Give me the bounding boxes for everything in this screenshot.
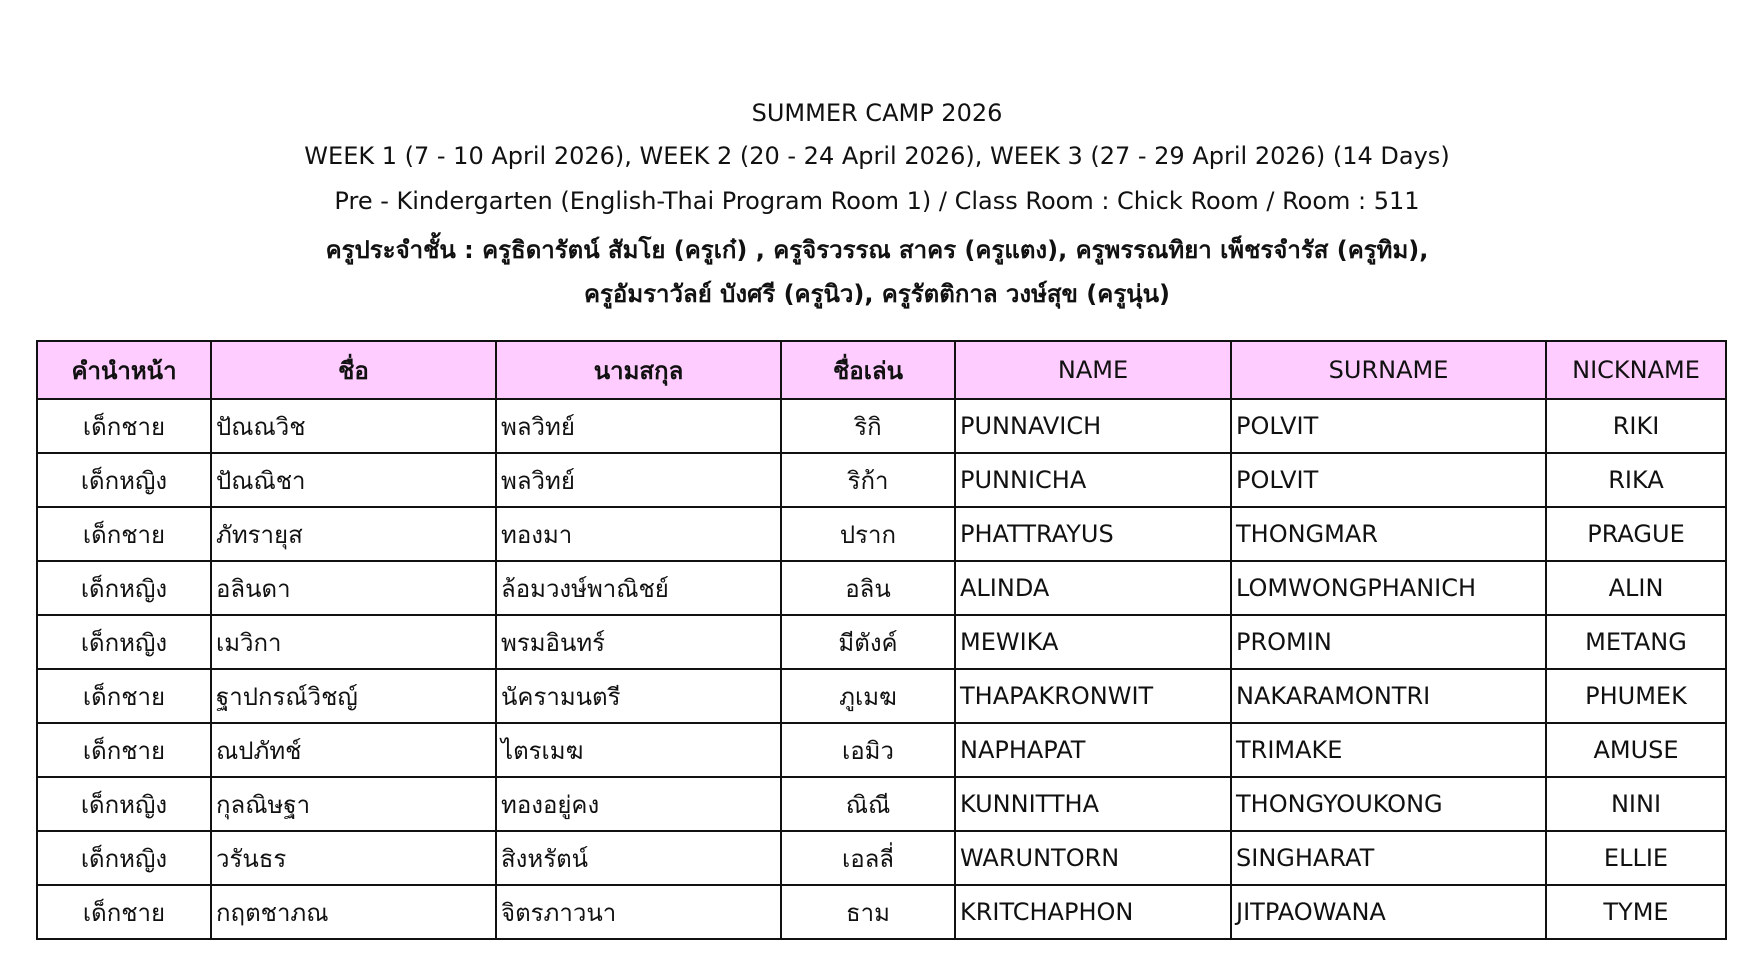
cell-name-en: PHATTRAYUS	[955, 507, 1231, 561]
cell-nickname-en: RIKI	[1546, 399, 1726, 453]
cell-last-name-th: พลวิทย์	[496, 399, 781, 453]
cell-nickname-en: PHUMEK	[1546, 669, 1726, 723]
cell-first-name-th: กฤตชาภณ	[211, 885, 496, 939]
cell-name-en: WARUNTORN	[955, 831, 1231, 885]
table-row	[37, 615, 1726, 669]
cell-first-name-th: ฐาปกรณ์วิชญ์	[211, 669, 496, 723]
cell-name-en: NAPHAPAT	[955, 723, 1231, 777]
cell-prefix: เด็กหญิง	[37, 453, 211, 507]
cell-nickname-en: ELLIE	[1546, 831, 1726, 885]
cell-prefix: เด็กชาย	[37, 885, 211, 939]
cell-name-en: KRITCHAPHON	[955, 885, 1231, 939]
cell-nickname-th: ภูเมฆ	[781, 669, 955, 723]
header-first-name-th: ชื่อ	[211, 341, 496, 399]
table-row	[37, 831, 1726, 885]
cell-nickname-en: RIKA	[1546, 453, 1726, 507]
cell-surname-en: POLVIT	[1231, 399, 1546, 453]
cell-surname-en: POLVIT	[1231, 453, 1546, 507]
table-row	[37, 399, 1726, 453]
cell-last-name-th: ไตรเมฆ	[496, 723, 781, 777]
cell-last-name-th: ทองอยู่คง	[496, 777, 781, 831]
cell-surname-en: PROMIN	[1231, 615, 1546, 669]
cell-surname-en: NAKARAMONTRI	[1231, 669, 1546, 723]
cell-surname-en: THONGMAR	[1231, 507, 1546, 561]
cell-first-name-th: ปัณณวิช	[211, 399, 496, 453]
cell-name-en: THAPAKRONWIT	[955, 669, 1231, 723]
cell-nickname-th: ธาม	[781, 885, 955, 939]
header-last-name-th: นามสกุล	[496, 341, 781, 399]
cell-first-name-th: ณปภัทช์	[211, 723, 496, 777]
cell-prefix: เด็กชาย	[37, 399, 211, 453]
cell-nickname-en: PRAGUE	[1546, 507, 1726, 561]
teachers-line-2: ครูอัมราวัลย์ บังศรี (ครูนิว), ครูรัตติกาล วงษ์สุข (ครูนุ่น)	[583, 280, 1171, 308]
cell-name-en: PUNNAVICH	[955, 399, 1231, 453]
document-program: Pre - Kindergarten (English-Thai Program Room 1) / Class Room : Chick Room / Room : 511	[334, 187, 1420, 215]
header-nickname-th: ชื่อเล่น	[781, 341, 955, 399]
cell-nickname-en: TYME	[1546, 885, 1726, 939]
table-row	[37, 561, 1726, 615]
cell-prefix: เด็กหญิง	[37, 777, 211, 831]
cell-name-en: PUNNICHA	[955, 453, 1231, 507]
table-row	[37, 669, 1726, 723]
cell-surname-en: LOMWONGPHANICH	[1231, 561, 1546, 615]
table-row	[37, 885, 1726, 939]
document-weeks: WEEK 1 (7 - 10 April 2026), WEEK 2 (20 - 24 April 2026), WEEK 3 (27 - 29 April 2026) (14 Days)	[304, 142, 1450, 170]
table-row	[37, 453, 1726, 507]
cell-first-name-th: ปัณณิชา	[211, 453, 496, 507]
cell-name-en: KUNNITTHA	[955, 777, 1231, 831]
cell-first-name-th: เมวิกา	[211, 615, 496, 669]
cell-nickname-th: เอมิว	[781, 723, 955, 777]
cell-nickname-th: ณิณี	[781, 777, 955, 831]
cell-nickname-th: ริกิ	[781, 399, 955, 453]
cell-nickname-th: ริก้า	[781, 453, 955, 507]
table-body	[37, 399, 1726, 939]
cell-nickname-en: ALIN	[1546, 561, 1726, 615]
cell-surname-en: THONGYOUKONG	[1231, 777, 1546, 831]
cell-first-name-th: อลินดา	[211, 561, 496, 615]
cell-prefix: เด็กหญิง	[37, 831, 211, 885]
cell-last-name-th: จิตรภาวนา	[496, 885, 781, 939]
cell-surname-en: JITPAOWANA	[1231, 885, 1546, 939]
cell-name-en: ALINDA	[955, 561, 1231, 615]
cell-nickname-th: มีตังค์	[781, 615, 955, 669]
cell-nickname-en: AMUSE	[1546, 723, 1726, 777]
table-header-row	[37, 341, 1726, 399]
cell-last-name-th: สิงหรัตน์	[496, 831, 781, 885]
header-surname-en: SURNAME	[1231, 341, 1546, 399]
table-row	[37, 777, 1726, 831]
cell-surname-en: TRIMAKE	[1231, 723, 1546, 777]
cell-surname-en: SINGHARAT	[1231, 831, 1546, 885]
cell-prefix: เด็กชาย	[37, 723, 211, 777]
student-roster-table	[36, 340, 1727, 940]
cell-last-name-th: นัครามนตรี	[496, 669, 781, 723]
teachers-line-1: ครูประจำชั้น : ครูธิดารัตน์ สัมโย (ครูเก๋) , ครูจิรวรรณ สาคร (ครูแตง), ครูพรรณทิยา เพ็ชรจำรัส (ครูทิม),	[325, 236, 1429, 264]
cell-nickname-th: อลิน	[781, 561, 955, 615]
header-nickname-en: NICKNAME	[1546, 341, 1726, 399]
table-row	[37, 723, 1726, 777]
cell-nickname-th: เอลลี่	[781, 831, 955, 885]
cell-last-name-th: ล้อมวงษ์พาณิชย์	[496, 561, 781, 615]
table-row	[37, 507, 1726, 561]
cell-first-name-th: ภัทรายุส	[211, 507, 496, 561]
header-name-en: NAME	[955, 341, 1231, 399]
cell-last-name-th: พลวิทย์	[496, 453, 781, 507]
cell-prefix: เด็กหญิง	[37, 615, 211, 669]
cell-nickname-th: ปราก	[781, 507, 955, 561]
cell-prefix: เด็กชาย	[37, 669, 211, 723]
cell-first-name-th: กุลณิษฐา	[211, 777, 496, 831]
cell-nickname-en: METANG	[1546, 615, 1726, 669]
cell-name-en: MEWIKA	[955, 615, 1231, 669]
cell-prefix: เด็กชาย	[37, 507, 211, 561]
header-prefix: คำนำหน้า	[37, 341, 211, 399]
cell-first-name-th: วรันธร	[211, 831, 496, 885]
cell-last-name-th: ทองมา	[496, 507, 781, 561]
cell-prefix: เด็กหญิง	[37, 561, 211, 615]
document-title: SUMMER CAMP 2026	[751, 99, 1003, 127]
cell-nickname-en: NINI	[1546, 777, 1726, 831]
cell-last-name-th: พรมอินทร์	[496, 615, 781, 669]
